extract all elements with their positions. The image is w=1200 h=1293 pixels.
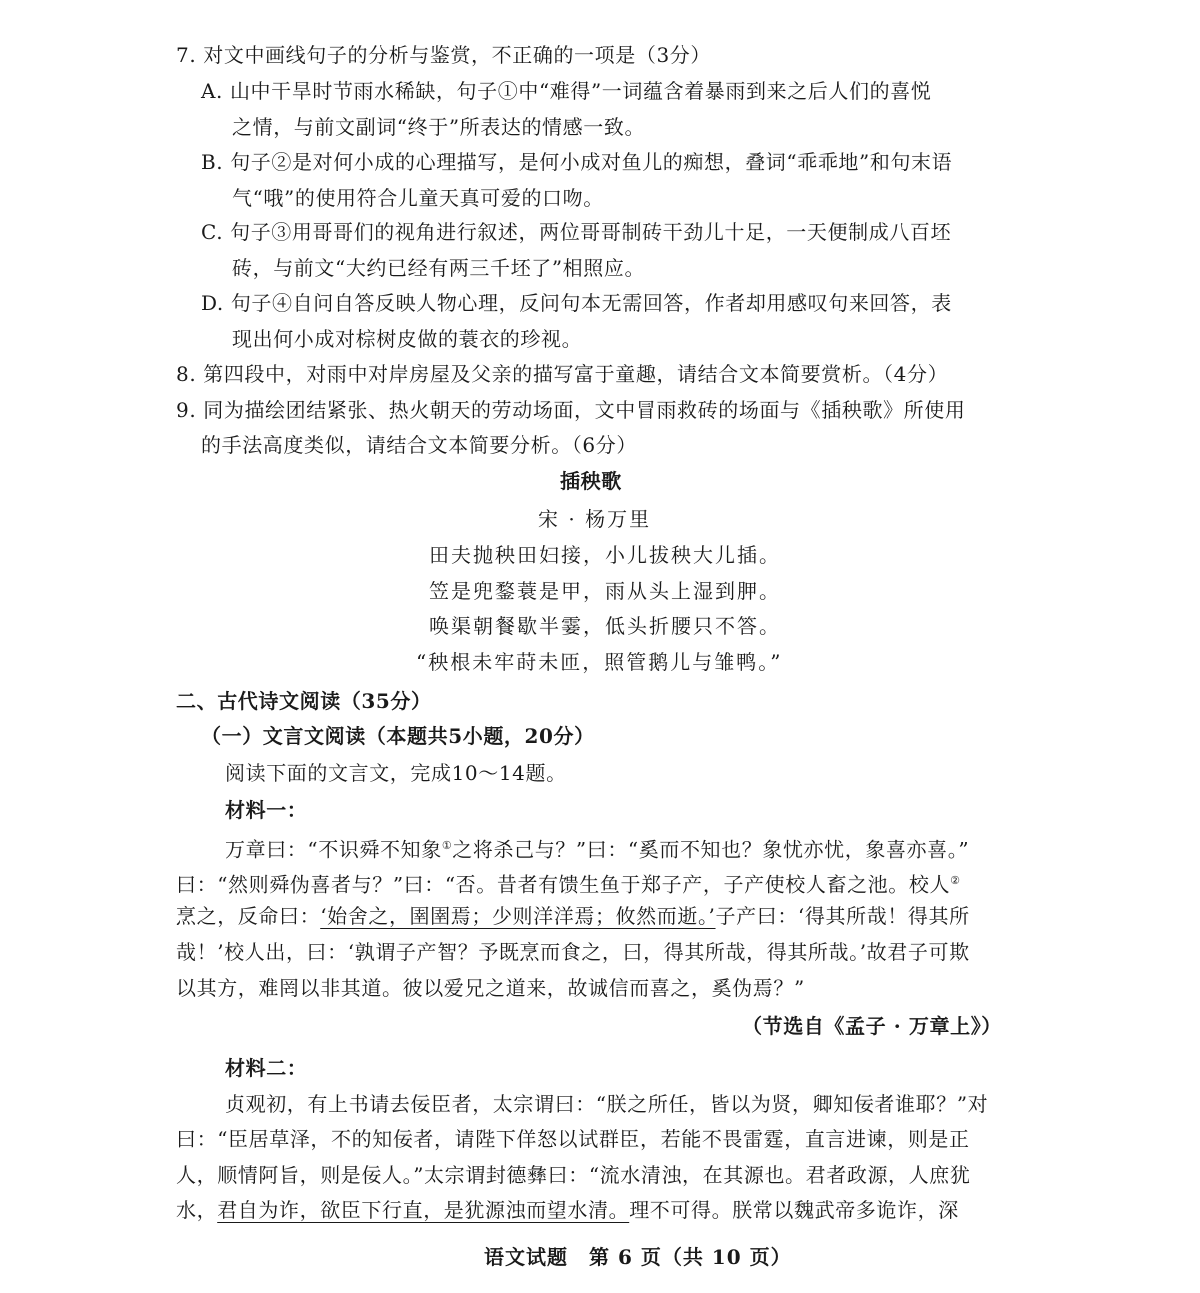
material1-line1-a: 万章曰：“不识舜不知象: [225, 837, 442, 862]
section-heading: 二、古代诗文阅读（35分）: [176, 689, 432, 713]
underlined-sentence: 君自为诈，欲臣下行直，是犹源浊而望水清。: [217, 1198, 630, 1222]
material1-label: 材料一：: [225, 798, 308, 822]
q7-option-a-line1: A. 山中干旱时节雨水稀缺，句子①中“难得”一词蕴含着暴雨到来之后人们的喜悦: [201, 79, 932, 103]
q9-stem-line1: 9. 同为描绘团结紧张、热火朝天的劳动场面，文中冒雨救砖的场面与《插秧歌》所使用: [176, 398, 966, 422]
q7-option-d-line2: 现出何小成对棕树皮做的蓑衣的珍视。: [232, 327, 583, 351]
page-footer: 语文试题 第 6 页（共 10 页）: [484, 1245, 792, 1269]
material1-line2: [176, 867, 961, 899]
q9-stem-line2: 的手法高度类似，请结合文本简要分析。（6分）: [201, 433, 637, 457]
material1-line5: 以其方，难罔以非其道。彼以爱兄之道来，故诚信而喜之，奚伪焉？”: [176, 976, 805, 1000]
q7-option-b-line1: B. 句子②是对何小成的心理描写，是何小成对鱼儿的痴想，叠词“乖乖地”和句末语: [201, 150, 953, 174]
subsection-heading: （一）文言文阅读（本题共5小题，20分）: [201, 724, 595, 748]
footnote-marker: ②: [950, 874, 961, 887]
material1-line3: [176, 902, 970, 930]
q7-option-d-line1: D. 句子④自问自答反映人物心理，反问句本无需回答，作者却用感叹句来回答，表: [201, 291, 952, 315]
material1-source: （节选自《孟子 · 万章上》）: [742, 1014, 1002, 1038]
poem-line: 田夫抛秧田妇接，小儿拔秧大儿插。: [429, 543, 781, 567]
material2-label: 材料二：: [225, 1056, 308, 1080]
footnote-marker: ①: [441, 839, 453, 852]
q7-option-a-line2: 之情，与前文副词“终于”所表达的情感一致。: [232, 115, 646, 139]
q7-stem: 7. 对文中画线句子的分析与鉴赏，不正确的一项是（3分）: [176, 43, 711, 67]
material2-line4-c: 理不可得。朕常以魏武帝多诡诈，深: [629, 1198, 959, 1222]
underlined-sentence: ‘始舍之，圉圉焉；少则洋洋焉；攸然而逝。’: [320, 904, 716, 928]
poem-line: 笠是兜鍪蓑是甲，雨从头上湿到胛。: [429, 579, 781, 603]
q7-option-c-line1: C. 句子③用哥哥们的视角进行叙述，两位哥哥制砖干劲儿十足，一天便制成八百坯: [201, 220, 952, 244]
material1-line2-a: 曰：“然则舜伪喜者与？”曰：“否。昔者有馈生鱼于郑子产，子产使校人畜之池。校人: [176, 872, 951, 897]
material1-line1: [225, 832, 969, 864]
material2-line4: [176, 1196, 959, 1224]
poem-author: 宋 · 杨万里: [538, 507, 652, 531]
material1-line1-c: 之将杀己与？”曰：“奚而不知也？象忧亦忧，象喜亦喜。”: [452, 837, 970, 862]
material1-line4: 哉！’校人出，曰：‘孰谓子产智？予既烹而食之，曰，得其所哉，得其所哉。’故君子可欺: [176, 940, 970, 964]
material2-line3: 人，顺情阿旨，则是佞人。”太宗谓封德彝曰：“流水清浊，在其源也。君者政源，人庶犹: [176, 1163, 971, 1187]
instruction: 阅读下面的文言文，完成10～14题。: [225, 761, 567, 785]
poem-line: 唤渠朝餐歇半霎，低头折腰只不答。: [429, 614, 781, 638]
q7-option-c-line2: 砖，与前文“大约已经有两三千坯了”相照应。: [232, 256, 646, 280]
material1-line3-a: 烹之，反命曰：: [176, 904, 321, 928]
material1-line3-c: 子产曰：‘得其所哉！得其所: [715, 904, 970, 928]
q8-stem: 8. 第四段中，对雨中对岸房屋及父亲的描写富于童趣，请结合文本简要赏析。（4分）: [176, 362, 949, 386]
poem-line: “秧根未牢莳未匝，照管鹅儿与雏鸭。”: [416, 650, 783, 674]
material2-line2: 曰：“臣居草泽，不的知佞者，请陛下佯怒以试群臣，若能不畏雷霆，直言进谏，则是正: [176, 1127, 970, 1151]
poem-title: 插秧歌: [560, 469, 622, 493]
material2-line1: 贞观初，有上书请去佞臣者，太宗谓曰：“朕之所任，皆以为贤，卿知佞者谁耶？”对: [225, 1092, 989, 1116]
material2-line4-a: 水，: [176, 1198, 218, 1222]
q7-option-b-line2: 气“哦”的使用符合儿童天真可爱的口吻。: [232, 186, 604, 210]
